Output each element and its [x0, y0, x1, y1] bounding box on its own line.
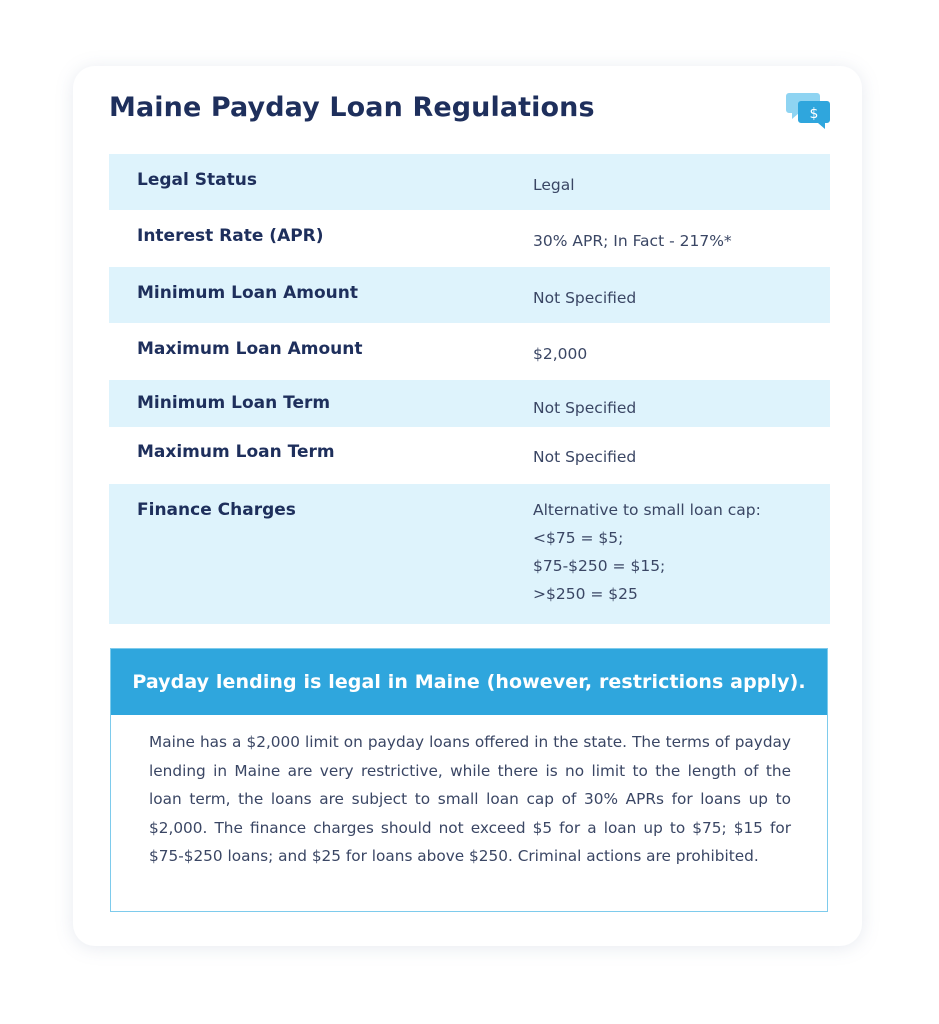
row-label: Minimum Loan Amount	[137, 283, 359, 303]
row-value: $2,000	[533, 345, 588, 363]
row-value: Not Specified	[533, 448, 637, 466]
table-row	[109, 484, 830, 624]
row-label: Maximum Loan Amount	[137, 339, 363, 359]
row-value	[533, 496, 761, 608]
row-label: Maximum Loan Term	[137, 442, 335, 462]
row-label: Legal Status	[137, 170, 257, 190]
callout-body: Maine has a $2,000 limit on payday loans offered in the state. The terms of payday lending in Maine are very restrictive, while there is no limit to the length of the loan term, the loans are subject to small loan cap of 30% APRs for loans up to $2,000. The finance charges should not exceed $5 for a loan up to $75; $15 for $75-$250 loans; and $25 for loans above $250. Criminal actions are prohibited.	[149, 733, 791, 865]
table-row	[109, 380, 830, 427]
callout-heading: Payday lending is legal in Maine (however, restrictions apply).	[111, 649, 827, 715]
row-label: Finance Charges	[137, 500, 296, 520]
row-label: Interest Rate (APR)	[137, 226, 324, 246]
value-line: >$250 = $25	[533, 585, 638, 603]
row-value: Legal	[533, 176, 575, 194]
summary-callout	[110, 648, 828, 912]
table-row	[109, 267, 830, 323]
dollar-sign: $	[809, 106, 819, 122]
regulations-card	[73, 66, 862, 946]
row-value: 30% APR; In Fact - 217%*	[533, 232, 732, 250]
row-label: Minimum Loan Term	[137, 393, 331, 413]
table-row	[109, 154, 830, 210]
table-row	[109, 323, 830, 380]
table-row	[109, 210, 830, 267]
chat-dollar-icon	[786, 91, 832, 131]
value-line: Alternative to small loan cap:	[533, 501, 761, 519]
row-value: Not Specified	[533, 399, 637, 417]
card-title: Maine Payday Loan Regulations	[109, 92, 595, 123]
value-line: <$75 = $5;	[533, 529, 624, 547]
row-value: Not Specified	[533, 289, 637, 307]
table-row	[109, 427, 830, 484]
value-line: $75-$250 = $15;	[533, 557, 666, 575]
regulations-table	[109, 154, 830, 624]
